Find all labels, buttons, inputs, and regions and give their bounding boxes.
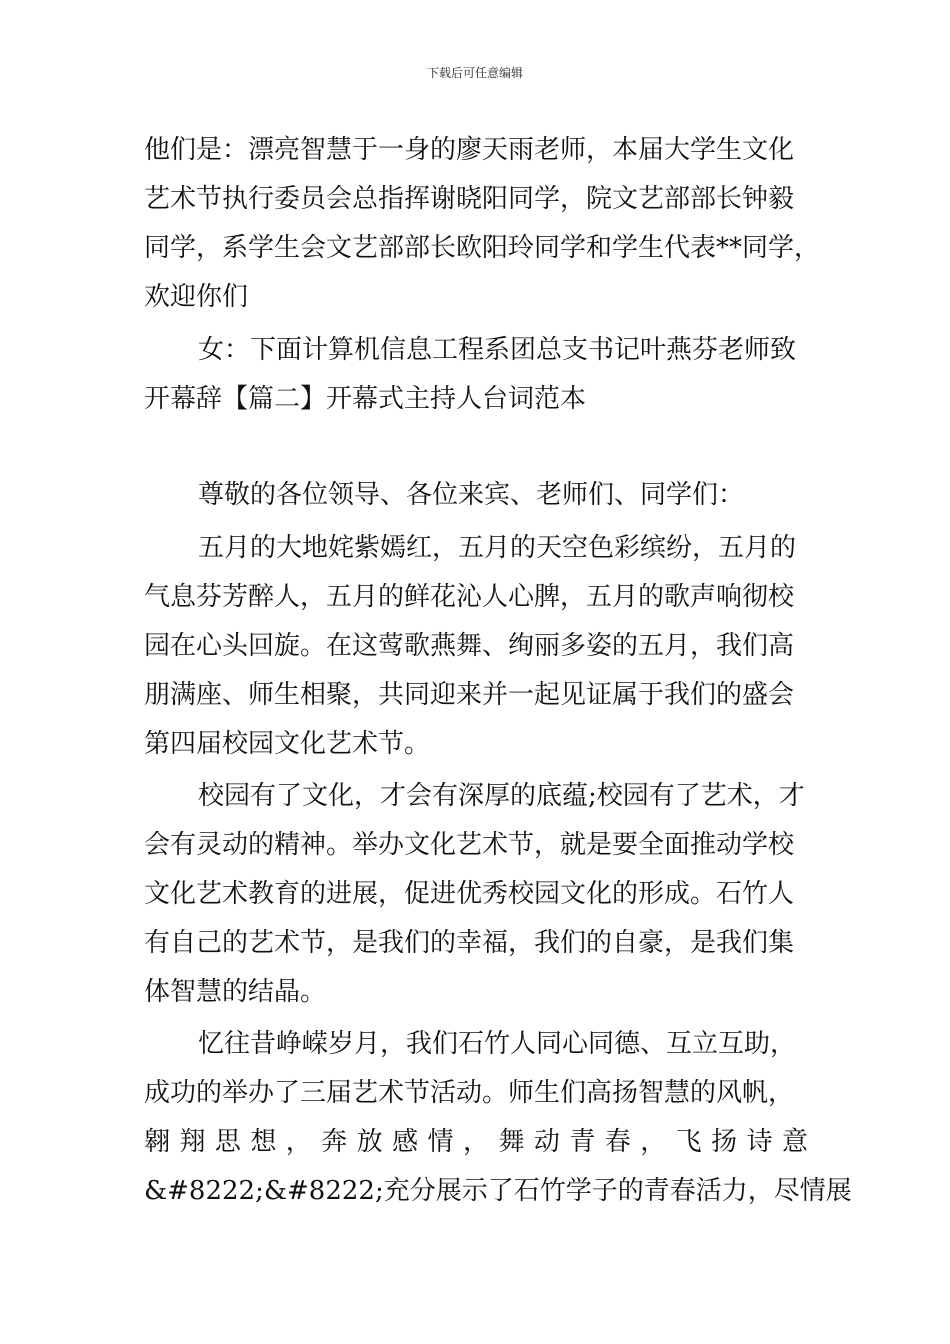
text-line: 有自己的艺术节，是我们的幸福，我们的自豪，是我们集 bbox=[144, 928, 795, 958]
paragraph-speech-intro bbox=[144, 326, 808, 424]
text-line: 尊敬的各位领导、各位来宾、老师们、同学们： bbox=[198, 480, 745, 510]
text-line: 他们是：漂亮智慧于一身的廖天雨老师，本届大学生文化 bbox=[144, 135, 795, 165]
text-line: 校园有了文化，才会有深厚的底蕴;校园有了艺术，才 bbox=[198, 781, 805, 811]
text-line: 园在心头回旋。在这莺歌燕舞、绚丽多姿的五月，我们高 bbox=[144, 631, 795, 661]
paragraph-guests bbox=[144, 126, 821, 322]
text-line: 气息芬芳醉人，五月的鲜花沁人心脾，五月的歌声响彻校 bbox=[144, 582, 795, 612]
paragraph-may bbox=[144, 524, 808, 769]
text-line: 开幕辞【篇二】开幕式主持人台词范本 bbox=[144, 384, 587, 414]
text-line: 文化艺术教育的进展，促进优秀校园文化的形成。石竹人 bbox=[144, 879, 795, 909]
text-line: 忆往昔峥嵘岁月，我们石竹人同心同德、互立互助， bbox=[198, 1029, 797, 1059]
paragraph-salutation bbox=[144, 471, 808, 520]
paragraph-culture bbox=[144, 772, 808, 1017]
text-line: 五月的大地姹紫嫣红，五月的天空色彩缤纷，五月的 bbox=[198, 533, 797, 563]
text-line: 朋满座、师生相聚，共同迎来并一起见证属于我们的盛会 bbox=[144, 680, 795, 710]
text-line: 女：下面计算机信息工程系团总支书记叶燕芬老师致 bbox=[198, 335, 797, 365]
page-header: 下载后可任意编辑 bbox=[426, 66, 523, 80]
text-line: &#8222;&#8222;充分展示了石竹学子的青春活力，尽情展 bbox=[144, 1176, 852, 1206]
paragraph-history bbox=[144, 1020, 852, 1216]
text-line: 欢迎你们 bbox=[144, 282, 249, 312]
text-line: 会有灵动的精神。举办文化艺术节，就是要全面推动学校 bbox=[144, 830, 795, 860]
text-line: 艺术节执行委员会总指挥谢晓阳同学，院文艺部部长钟毅 bbox=[144, 184, 795, 214]
text-line: 成功的举办了三届艺术节活动。师生们高扬智慧的风帆， bbox=[144, 1078, 795, 1108]
text-line: 体智慧的结晶。 bbox=[144, 977, 327, 1007]
text-line: 翱 翔 思 想 ， 奔 放 感 情 ， 舞 动 青 春 ， 飞 扬 诗 意 bbox=[144, 1127, 808, 1157]
text-line: 同学，系学生会文艺部部长欧阳玲同学和学生代表**同学， bbox=[144, 233, 821, 263]
text-line: 第四届校园文化艺术节。 bbox=[144, 729, 431, 759]
